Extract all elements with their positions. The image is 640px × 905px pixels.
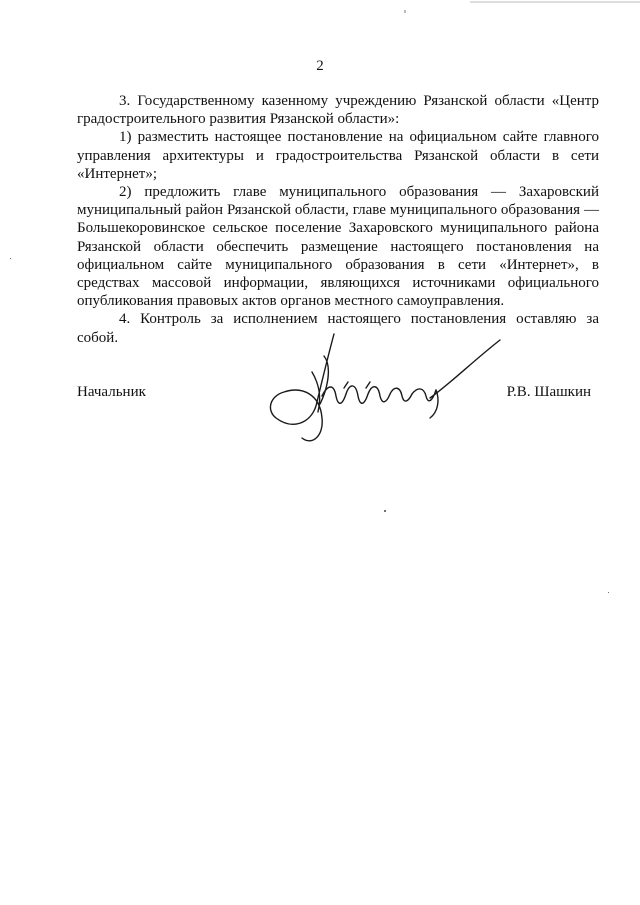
page-number: 2 [316,58,324,74]
scan-speck [384,510,386,512]
paragraph-item-4: 4. Контроль за исполнением настоящего постановления оставляю за собой. [77,311,599,346]
handwritten-signature [262,326,502,456]
scan-speck [10,258,11,259]
scan-speck [608,592,609,593]
document-body [77,92,599,347]
signatory-title: Начальник [77,384,146,400]
signatory-name: Р.В. Шашкин [506,384,591,400]
paragraph-subitem-1: 1) разместить настоящее постановление на официальном сайте главного управления архитектуры и градостроительства Рязанской области в сети «Интернет»; [77,129,599,182]
scan-artifacts [0,0,640,20]
paragraph-item-3: 3. Государственному казенному учреждению Рязанской области «Центр градостроительного развития Рязанской области»: [77,93,599,128]
paragraph-subitem-2: 2) предложить главе муниципального образования — Захаровский муниципальный район Рязанской области, главе муниципального образования — Большекоровинское сельское поселение Захаровского муниципального района Рязанской области обеспечить размещение настоящего постановления на официальном сайте муниципального образования в сети «Интернет», в средствах массовой информации, являющихся источниками официального опубликования правовых актов органов местного самоуправления. [77,184,599,310]
